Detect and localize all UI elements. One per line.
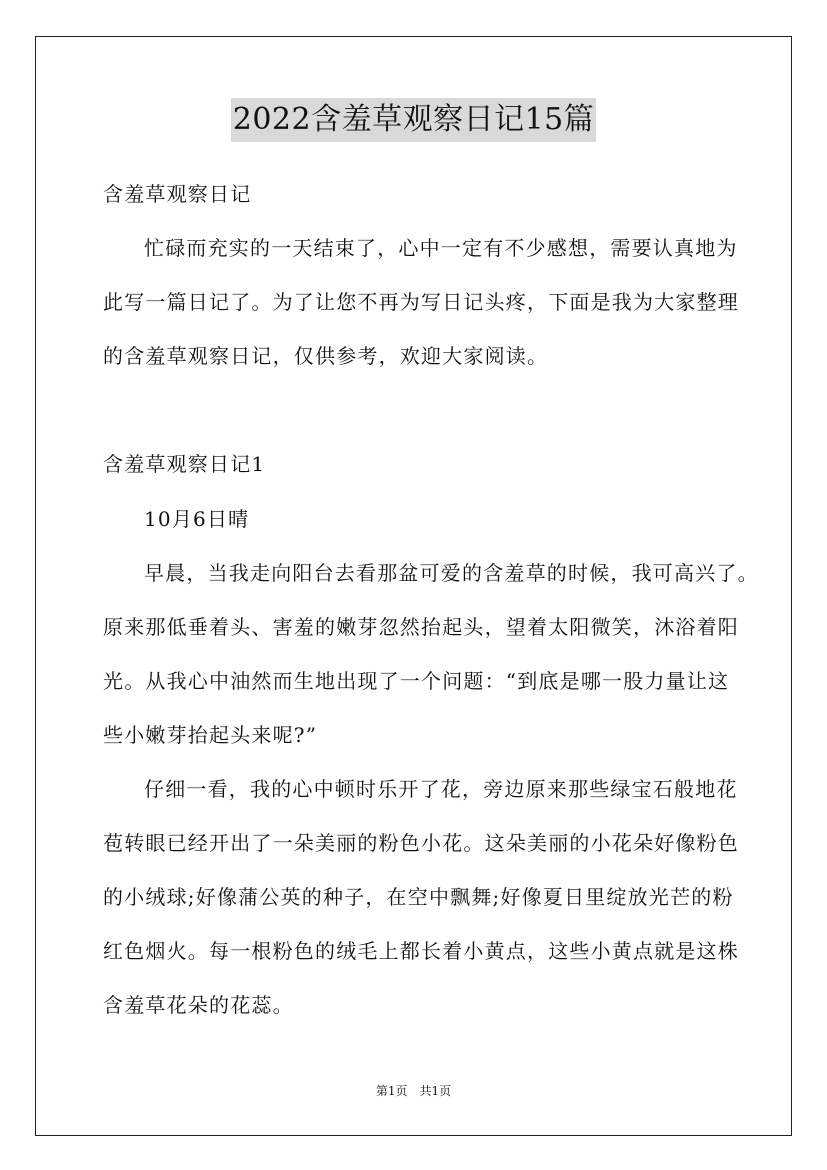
para2-line-1: 仔细一看，我的心中顿时乐开了花，旁边原来那些绿宝石般地花 <box>144 777 738 801</box>
intro-line-2: 此写一篇日记了。为了让您不再为写日记头疼，下面是我为大家整理 <box>103 290 739 314</box>
section1-heading: 含羞草观察日记1 <box>103 452 266 476</box>
para2-line-5: 含羞草花朵的花蕊。 <box>103 993 294 1017</box>
para1-line-1: 早晨，当我走向阳台去看那盆可爱的含羞草的时候，我可高兴了。 <box>144 561 759 585</box>
section1-date: 10月6日晴 <box>144 507 250 531</box>
para2-line-2: 苞转眼已经开出了一朵美丽的粉色小花。这朵美丽的小花朵好像粉色 <box>103 831 739 855</box>
intro-line-3: 的含羞草观察日记，仅供参考，欢迎大家阅读。 <box>103 344 549 368</box>
para2-line-4: 红色烟火。每一根粉色的绒毛上都长着小黄点，这些小黄点就是这株 <box>103 939 739 963</box>
para1-line-2: 原来那低垂着头、害羞的嫩芽忽然抬起头，望着太阳微笑，沐浴着阳 <box>103 615 739 639</box>
document-title: 2022含羞草观察日记15篇 <box>231 98 597 142</box>
title-container <box>0 98 827 142</box>
page-number-footer: 第1页 共1页 <box>375 1084 452 1098</box>
para2-line-3: 的小绒球;好像蒲公英的种子，在空中飘舞;好像夏日里绽放光芒的粉 <box>103 885 734 909</box>
intro-line-1: 忙碌而充实的一天结束了，心中一定有不少感想，需要认真地为 <box>144 236 738 260</box>
para1-line-3: 光。从我心中油然而生地出现了一个问题：“到底是哪一股力量让这 <box>103 669 730 693</box>
para1-line-4: 些小嫩芽抬起头来呢?” <box>103 723 318 747</box>
intro-heading: 含羞草观察日记 <box>103 182 252 206</box>
